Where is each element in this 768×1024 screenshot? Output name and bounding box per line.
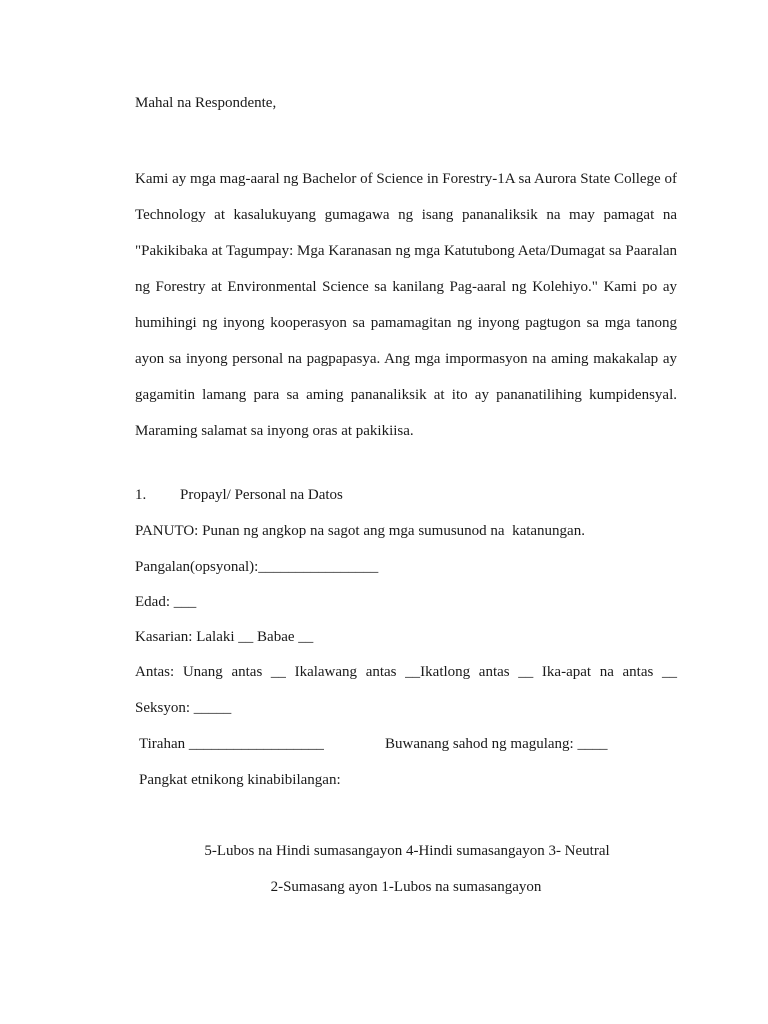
rating-scale-line-2: 2-Sumasang ayon 1-Lubos na sumasangayon bbox=[270, 879, 542, 895]
section-number: 1. bbox=[135, 487, 147, 503]
salutation: Mahal na Respondente, bbox=[135, 95, 277, 111]
rating-scale-line-1: 5-Lubos na Hindi sumasangayon 4-Hindi sumasangayon 3- Neutral bbox=[204, 843, 610, 859]
section-title: Propayl/ Personal na Datos bbox=[180, 487, 343, 503]
intro-paragraph: Kami ay mga mag-aaral ng Bachelor of Science in Forestry-1A sa Aurora State College of Technology at kasalukuyang gumagawa ng isang pananaliksik na may pamagat na "Pakikibaka at Tagumpay: Mga Karanasan ng mga Katutubong Aeta/Dumagat sa Paaralan ng Forestry at Environmental Science sa kanilang Pag-aaral ng Kolehiyo." Kami po ay humihingi ng inyong kooperasyon sa pamamagitan ng inyong pagtugon sa mga tanong ayon sa inyong personal na pagpapasya. Ang mga impormasyon na aming makakalap ay gagamitin lamang para sa aming pananaliksik at ito ay pananatilihing kumpidensyal. Maraming salamat sa inyong oras at pakikiisa. bbox=[135, 171, 677, 439]
field-pangkat-etniko[interactable]: Pangkat etnikong kinabibilangan: bbox=[139, 772, 341, 788]
instruction-text: PANUTO: Punan ng angkop na sagot ang mga sumusunod na katanungan. bbox=[135, 523, 585, 539]
field-edad[interactable]: Edad: ___ bbox=[135, 594, 197, 610]
field-kasarian[interactable]: Kasarian: Lalaki __ Babae __ bbox=[135, 629, 314, 645]
field-antas[interactable]: Antas: Unang antas __ Ikalawang antas __Ikatlong antas __ Ika-apat na antas __ bbox=[135, 664, 677, 680]
field-seksyon[interactable]: Seksyon: _____ bbox=[135, 700, 232, 716]
field-pangalan[interactable]: Pangalan(opsyonal):________________ bbox=[135, 559, 379, 575]
field-tirahan[interactable]: Tirahan __________________ bbox=[139, 736, 324, 752]
field-buwanang-sahod[interactable]: Buwanang sahod ng magulang: ____ bbox=[385, 736, 608, 752]
